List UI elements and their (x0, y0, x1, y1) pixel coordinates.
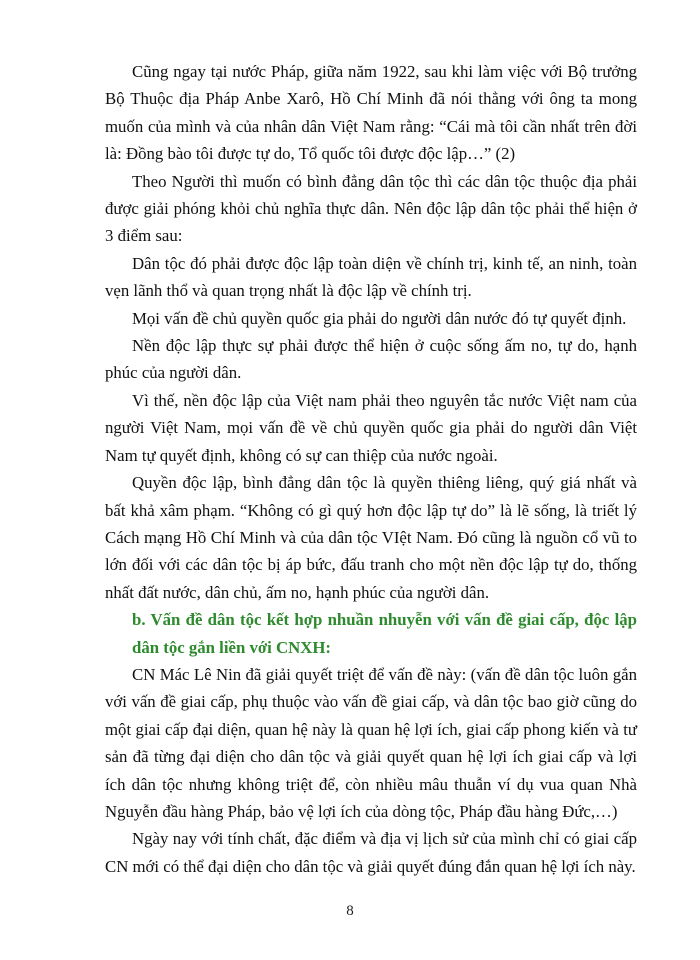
paragraph-8: CN Mác Lê Nin đã giải quyết triệt để vấn đề này: (vấn đề dân tộc luôn gắn với vấn đề giai cấp, phụ thuộc vào vấn đề giai cấp, và dân tộc bao giờ cũng do một giai cấp đại diện, quan hệ này là quan hệ lợi ích, giai cấp phong kiến và tư sản đã từng đại diện cho dân tộc và giải quyết quan hệ lợi ích giai cấp và lợi ích dân tộc nhưng không triệt để, còn nhiều mâu thuẫn ví dụ vua quan Nhà Nguyễn đầu hàng Pháp, bảo vệ lợi ích của dòng tộc, Pháp đầu hàng Đức,…) (105, 664, 637, 821)
paragraph-5: Nền độc lập thực sự phải được thể hiện ở cuộc sống ấm no, tự do, hạnh phúc của người dân. (105, 336, 637, 383)
body-text (105, 58, 637, 880)
paragraph-7: Quyền độc lập, bình đẳng dân tộc là quyền thiêng liêng, quý giá nhất và bất khả xâm phạm. “Không có gì quý hơn độc lập tự do” là lẽ sống, là triết lý Cách mạng Hồ Chí Minh và của dân tộc VIệt Nam. Đó cũng là nguồn cổ vũ to lớn đối với các dân tộc bị áp bức, đấu tranh cho một nền độc lập tự do, thống nhất đất nước, dân chủ, ấm no, hạnh phúc của người dân. (105, 473, 637, 602)
paragraph-4: Mọi vấn đề chủ quyền quốc gia phải do người dân nước đó tự quyết định. (132, 308, 627, 328)
paragraph-6: Vì thế, nền độc lập của Việt nam phải theo nguyên tắc nước Việt nam của người Việt Nam, mọi vấn đề về chủ quyền quốc gia phải do người dân Việt Nam tự quyết định, không có sự can thiệp của nước ngoài. (105, 390, 637, 465)
paragraph-9: Ngày nay với tính chất, đặc điểm và địa vị lịch sử của mình chỉ có giai cấp CN mới có thể đại diện cho dân tộc và giải quyết đúng đắn quan hệ lợi ích này. (105, 829, 637, 876)
paragraph-3: Dân tộc đó phải được độc lập toàn diện về chính trị, kinh tế, an ninh, toàn vẹn lãnh thổ và quan trọng nhất là độc lập về chính trị. (105, 253, 637, 301)
paragraph-1: Cũng ngay tại nước Pháp, giữa năm 1922, sau khi làm việc với Bộ trưởng Bộ Thuộc địa Pháp Anbe Xarô, Hồ Chí Minh đã nói thẳng với ông ta mong muốn của mình và của nhân dân Việt Nam rằng: “Cái mà tôi cần nhất trên đời là: Đồng bào tôi được tự do, Tổ quốc tôi được độc lập…” (2) (105, 62, 637, 164)
section-heading: b. Vấn đề dân tộc kết hợp nhuần nhuyễn với vấn đề giai cấp, độc lập dân tộc gắn liền với CNXH: (132, 610, 637, 657)
page-number: 8 (346, 903, 354, 919)
paragraph-2: Theo Người thì muốn có bình đẳng dân tộc thì các dân tộc thuộc địa phải được giải phóng khỏi chủ nghĩa thực dân. Nên độc lập dân tộc phải thể hiện ở 3 điểm sau: (105, 171, 637, 246)
